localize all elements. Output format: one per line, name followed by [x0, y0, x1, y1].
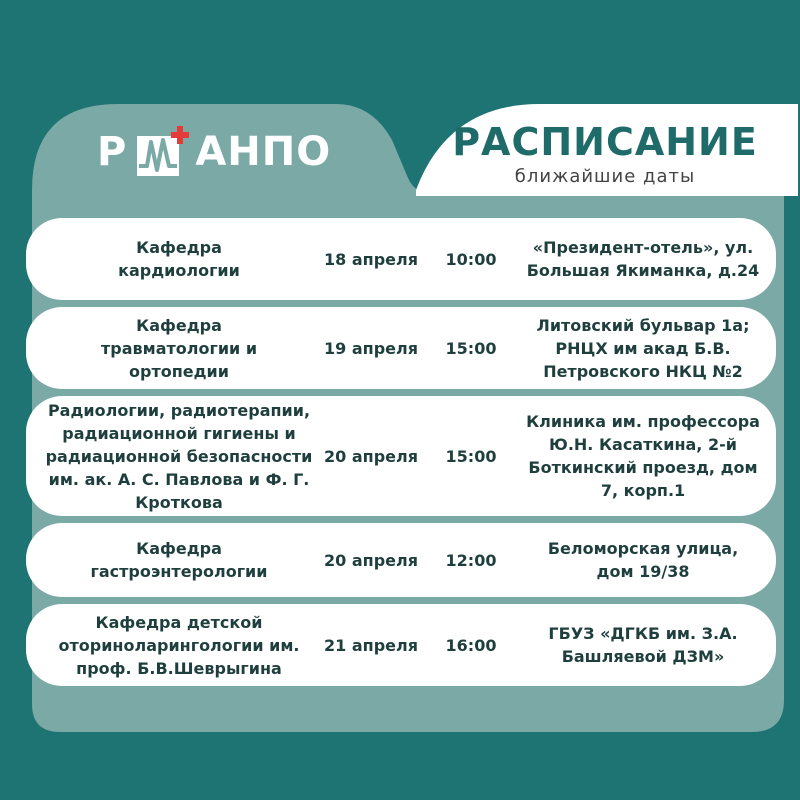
page-subtitle: ближайшие даты [514, 166, 696, 187]
department-name: Кафедра гастроэнтерологии [90, 539, 268, 581]
rmanpo-logo [97, 121, 331, 183]
department-name: Радиологии, радиотерапии, радиационной гигиены и радиационной безопасности им. ак. А. С. Павлова и Ф. Г. Кроткова [45, 400, 313, 512]
event-date: 19 апреля [324, 338, 418, 358]
schedule-row [26, 396, 776, 516]
event-date: 21 апреля [324, 635, 418, 655]
event-date: 20 апреля [324, 550, 418, 570]
event-date: 20 апреля [324, 446, 418, 466]
event-location: «Президент-отель», ул. Большая Якиманка, д.24 [526, 238, 760, 280]
event-location: Беломорская улица, дом 19/38 [547, 539, 739, 581]
event-time: 16:00 [445, 635, 497, 655]
schedule-row [26, 307, 776, 389]
event-time: 15:00 [445, 338, 497, 358]
department-name: Кафедра кардиологии [118, 238, 240, 280]
department-name: Кафедра травматологии и ортопедии [100, 315, 258, 381]
page-title: РАСПИСАНИЕ [452, 120, 758, 164]
schedule-row [26, 604, 776, 686]
event-location: ГБУЗ «ДГКБ им. З.А. Башляевой ДЗМ» [548, 624, 738, 666]
event-time: 12:00 [445, 550, 497, 570]
event-location: Литовский бульвар 1а; РНЦХ им акад Б.В. Петровского НКЦ №2 [536, 315, 750, 381]
schedule-row [26, 523, 776, 597]
event-time: 15:00 [445, 446, 497, 466]
logo-text-right: АНПО [195, 129, 332, 175]
event-time: 10:00 [445, 249, 497, 269]
logo-text-left: Р [97, 129, 128, 175]
event-date: 18 апреля [324, 249, 418, 269]
medical-cross-ecg-icon [133, 126, 191, 178]
department-name: Кафедра детской оториноларингологии им. проф. Б.В.Шеврыгина [58, 612, 300, 678]
schedule-row [26, 218, 776, 300]
event-location: Клиника им. профессора Ю.Н. Касаткина, 2-й Боткинский проезд, дом 7, корп.1 [526, 412, 760, 500]
